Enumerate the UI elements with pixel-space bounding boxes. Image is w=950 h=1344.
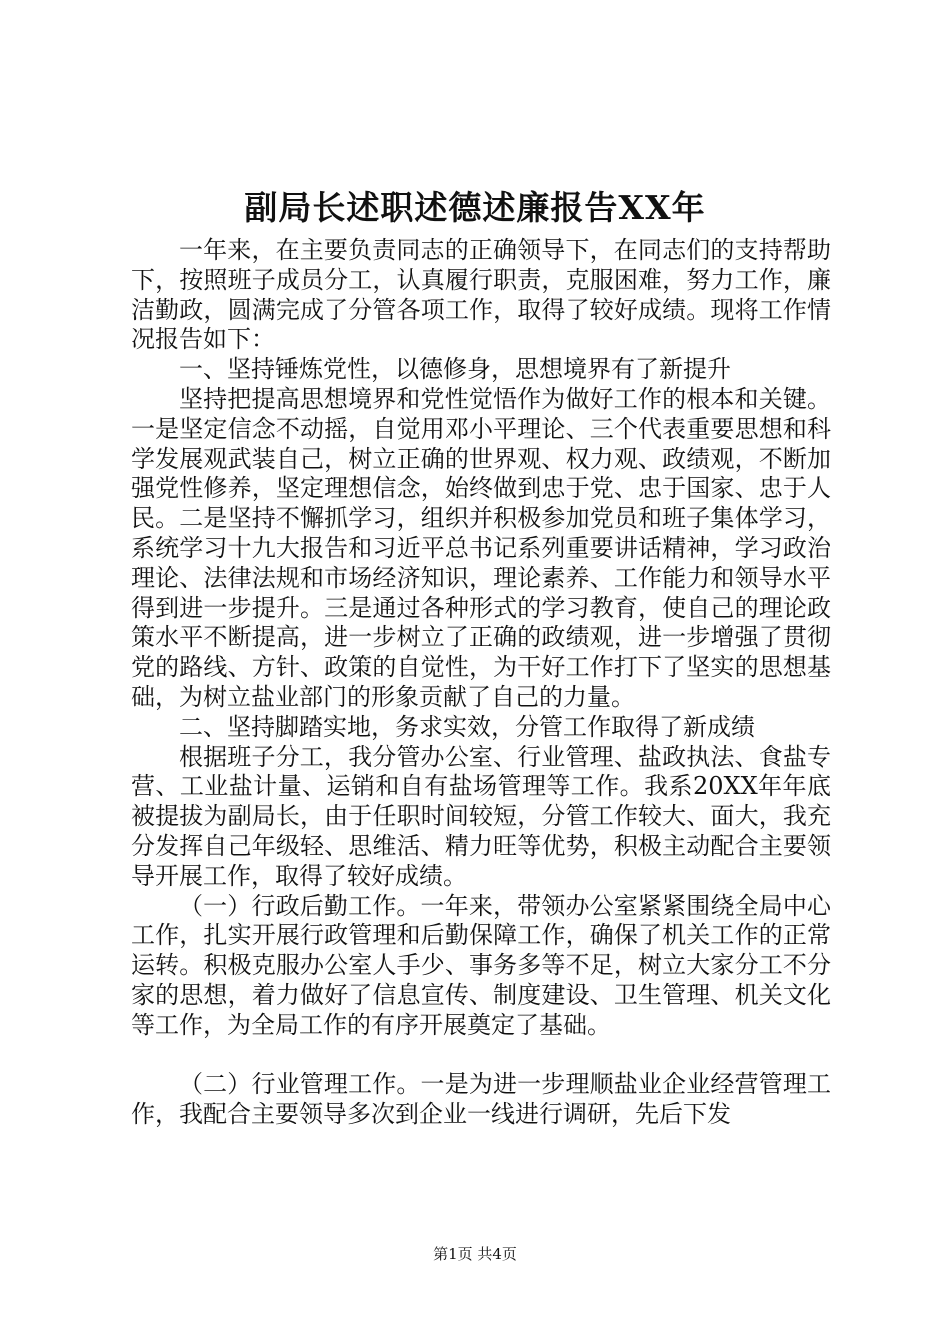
- subsection-1-paragraph: （一）行政后勤工作。一年来，带领办公室紧紧围绕全局中心工作，扎实开展行政管理和后勤保障工作，确保了机关工作的正常运转。积极克服办公室人手少、事务多等不足，树立大家分工不分家的思想，着力做好了信息宣传、制度建设、卫生管理、机关文化等工作，为全局工作的有序开展奠定了基础。: [131, 891, 831, 1039]
- section-heading-2: 二、坚持脚踏实地，务求实效，分管工作取得了新成绩: [179, 712, 755, 741]
- document-body: [131, 236, 831, 1130]
- page-title: 副局长述职述德述廉报告XX年: [244, 188, 706, 227]
- page-footer: 第1页 共4页: [433, 1245, 517, 1263]
- section-1-paragraph: 坚持把提高思想境界和党性觉悟作为做好工作的根本和关键。一是坚定信念不动摇，自觉用邓小平理论、三个代表重要思想和科学发展观武装自己，树立正确的世界观、权力观、政绩观，不断加强党性修养，坚定理想信念，始终做到忠于党、忠于国家、忠于人民。二是坚持不懈抓学习，组织并积极参加党员和班子集体学习，系统学习十九大报告和习近平总书记系列重要讲话精神，学习政治理论、法律法规和市场经济知识，理论素养、工作能力和领导水平得到进一步提升。三是通过各种形式的学习教育，使自己的理论政策水平不断提高，进一步树立了正确的政绩观，进一步增强了贯彻党的路线、方针、政策的自觉性，为干好工作打下了坚实的思想基础，为树立盐业部门的形象贡献了自己的力量。: [131, 384, 831, 711]
- section-heading-1: 一、坚持锤炼党性，以德修身，思想境界有了新提升: [179, 355, 731, 384]
- subsection-2-paragraph: （二）行业管理工作。一是为进一步理顺盐业企业经营管理工作，我配合主要领导多次到企业一线进行调研，先后下发: [131, 1070, 831, 1129]
- intro-paragraph: 一年来，在主要负责同志的正确领导下，在同志们的支持帮助下，按照班子成员分工，认真履行职责，克服困难，努力工作，廉洁勤政，圆满完成了分管各项工作，取得了较好成绩。现将工作情况报告如下：: [131, 236, 831, 354]
- section-2-paragraph: 根据班子分工，我分管办公室、行业管理、盐政执法、食盐专营、工业盐计量、运销和自有盐场管理等工作。我系20XX年年底被提拔为副局长，由于任职时间较短，分管工作较大、面大，我充分发挥自己年级轻、思维活、精力旺等优势，积极主动配合主要领导开展工作，取得了较好成绩。: [131, 742, 831, 890]
